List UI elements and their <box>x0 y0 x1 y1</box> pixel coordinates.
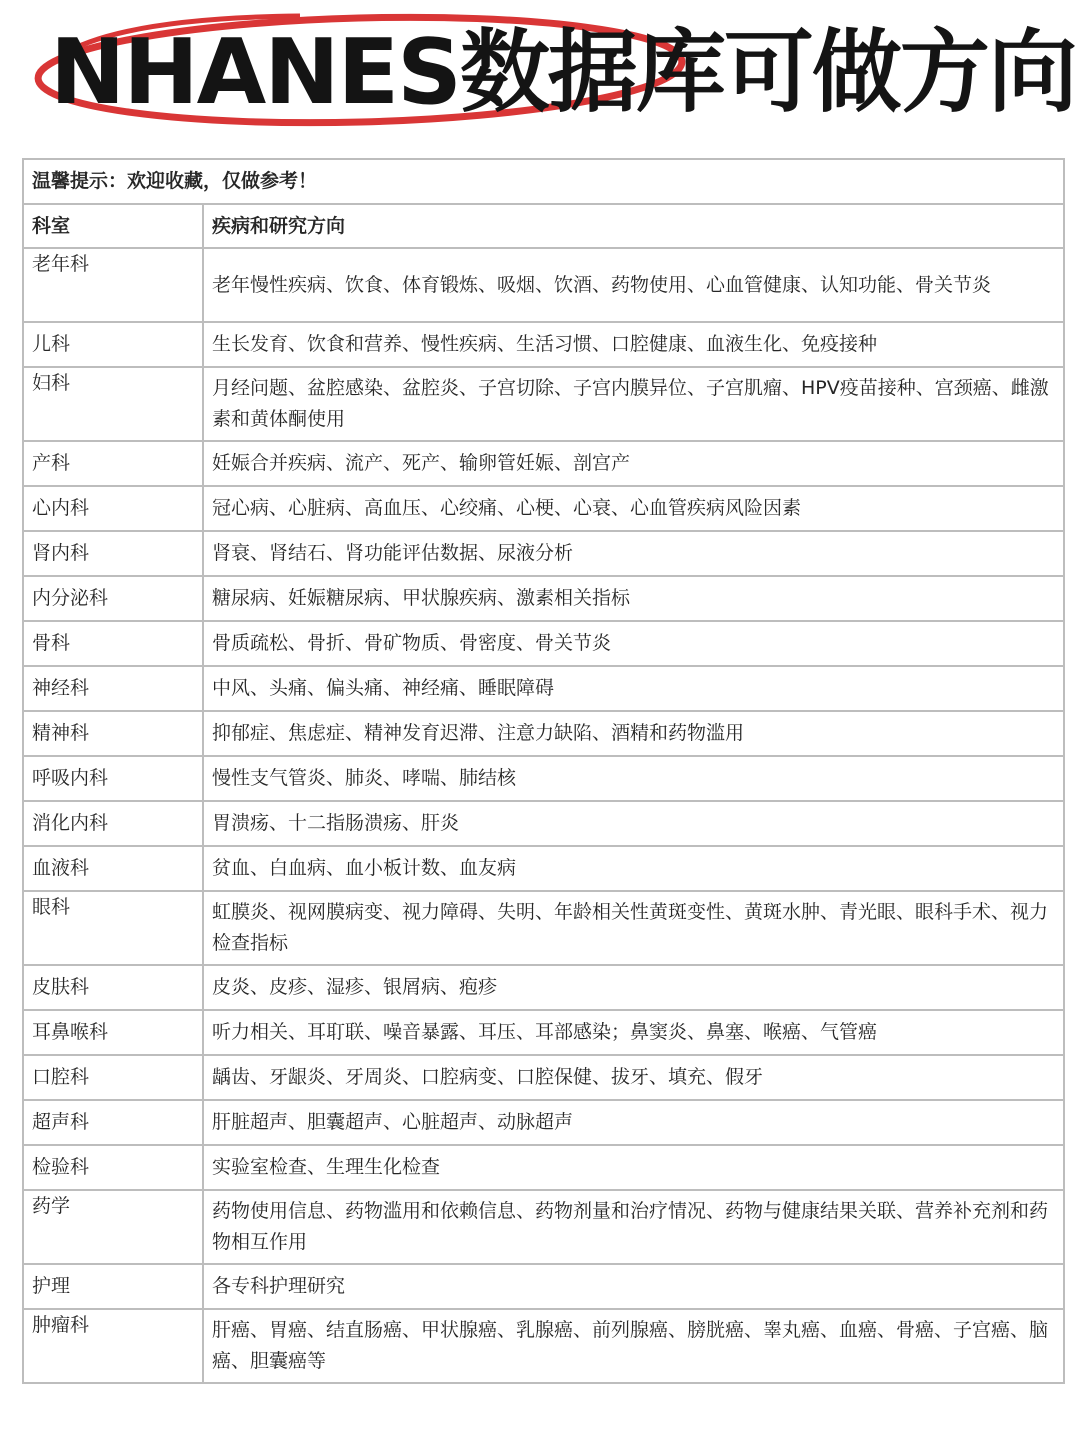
directions-cell: 皮炎、皮疹、湿疹、银屑病、疱疹 <box>203 965 1064 1010</box>
department-cell: 产科 <box>23 441 203 486</box>
table-row <box>23 367 1064 441</box>
department-cell: 精神科 <box>23 711 203 756</box>
table-row <box>23 1100 1064 1145</box>
directions-cell: 月经问题、盆腔感染、盆腔炎、子宫切除、子宫内膜异位、子宫肌瘤、HPV疫苗接种、宫颈癌、雌激素和黄体酮使用 <box>203 367 1064 441</box>
page-title: NHANES数据库可做方向 <box>50 20 1076 125</box>
department-table <box>22 158 1065 1384</box>
directions-cell: 慢性支气管炎、肺炎、哮喘、肺结核 <box>203 756 1064 801</box>
directions-cell: 贫血、白血病、血小板计数、血友病 <box>203 846 1064 891</box>
directions-cell: 糖尿病、妊娠糖尿病、甲状腺疾病、激素相关指标 <box>203 576 1064 621</box>
table-row <box>23 1145 1064 1190</box>
table-header-row <box>23 204 1064 248</box>
department-cell: 儿科 <box>23 322 203 367</box>
department-cell: 消化内科 <box>23 801 203 846</box>
table-row <box>23 1055 1064 1100</box>
department-cell: 神经科 <box>23 666 203 711</box>
directions-cell: 肾衰、肾结石、肾功能评估数据、尿液分析 <box>203 531 1064 576</box>
table-row <box>23 576 1064 621</box>
table-row <box>23 965 1064 1010</box>
table-row <box>23 1264 1064 1309</box>
table-row <box>23 846 1064 891</box>
table-row <box>23 801 1064 846</box>
table-row <box>23 711 1064 756</box>
table-row <box>23 248 1064 322</box>
directions-cell: 老年慢性疾病、饮食、体育锻炼、吸烟、饮酒、药物使用、心血管健康、认知功能、骨关节炎 <box>203 248 1064 322</box>
header-department: 科室 <box>23 204 203 248</box>
department-cell: 皮肤科 <box>23 965 203 1010</box>
directions-cell: 冠心病、心脏病、高血压、心绞痛、心梗、心衰、心血管疾病风险因素 <box>203 486 1064 531</box>
table-row <box>23 1190 1064 1264</box>
department-cell: 妇科 <box>23 367 203 441</box>
department-cell: 骨科 <box>23 621 203 666</box>
directions-cell: 抑郁症、焦虑症、精神发育迟滞、注意力缺陷、酒精和药物滥用 <box>203 711 1064 756</box>
directions-cell: 各专科护理研究 <box>203 1264 1064 1309</box>
directions-cell: 肝脏超声、胆囊超声、心脏超声、动脉超声 <box>203 1100 1064 1145</box>
directions-cell: 生长发育、饮食和营养、慢性疾病、生活习惯、口腔健康、血液生化、免疫接种 <box>203 322 1064 367</box>
department-cell: 心内科 <box>23 486 203 531</box>
directions-cell: 胃溃疡、十二指肠溃疡、肝炎 <box>203 801 1064 846</box>
department-cell: 内分泌科 <box>23 576 203 621</box>
table-row <box>23 666 1064 711</box>
department-cell: 呼吸内科 <box>23 756 203 801</box>
header-directions: 疾病和研究方向 <box>203 204 1064 248</box>
notice-row <box>23 159 1064 204</box>
department-cell: 老年科 <box>23 248 203 322</box>
department-cell: 耳鼻喉科 <box>23 1010 203 1055</box>
directions-cell: 肝癌、胃癌、结直肠癌、甲状腺癌、乳腺癌、前列腺癌、膀胱癌、睾丸癌、血癌、骨癌、子宫癌、脑癌、胆囊癌等 <box>203 1309 1064 1383</box>
table-row <box>23 756 1064 801</box>
department-cell: 肿瘤科 <box>23 1309 203 1383</box>
department-cell: 检验科 <box>23 1145 203 1190</box>
table-row <box>23 441 1064 486</box>
directions-cell: 听力相关、耳耵联、噪音暴露、耳压、耳部感染；鼻窦炎、鼻塞、喉癌、气管癌 <box>203 1010 1064 1055</box>
directions-cell: 虹膜炎、视网膜病变、视力障碍、失明、年龄相关性黄斑变性、黄斑水肿、青光眼、眼科手术、视力检查指标 <box>203 891 1064 965</box>
department-cell: 血液科 <box>23 846 203 891</box>
table-row <box>23 531 1064 576</box>
directions-cell: 实验室检查、生理生化检查 <box>203 1145 1064 1190</box>
directions-cell: 药物使用信息、药物滥用和依赖信息、药物剂量和治疗情况、药物与健康结果关联、营养补充剂和药物相互作用 <box>203 1190 1064 1264</box>
department-cell: 口腔科 <box>23 1055 203 1100</box>
notice-text: 温馨提示：欢迎收藏，仅做参考！ <box>23 159 1064 204</box>
directions-cell: 中风、头痛、偏头痛、神经痛、睡眠障碍 <box>203 666 1064 711</box>
title-banner <box>0 0 1080 150</box>
table-row <box>23 486 1064 531</box>
department-cell: 眼科 <box>23 891 203 965</box>
directions-cell: 妊娠合并疾病、流产、死产、输卵管妊娠、剖宫产 <box>203 441 1064 486</box>
department-cell: 肾内科 <box>23 531 203 576</box>
table-row <box>23 621 1064 666</box>
department-cell: 药学 <box>23 1190 203 1264</box>
table-row <box>23 1309 1064 1383</box>
department-cell: 超声科 <box>23 1100 203 1145</box>
table-row <box>23 1010 1064 1055</box>
table-row <box>23 322 1064 367</box>
directions-cell: 骨质疏松、骨折、骨矿物质、骨密度、骨关节炎 <box>203 621 1064 666</box>
department-cell: 护理 <box>23 1264 203 1309</box>
table-row <box>23 891 1064 965</box>
directions-cell: 龋齿、牙龈炎、牙周炎、口腔病变、口腔保健、拔牙、填充、假牙 <box>203 1055 1064 1100</box>
